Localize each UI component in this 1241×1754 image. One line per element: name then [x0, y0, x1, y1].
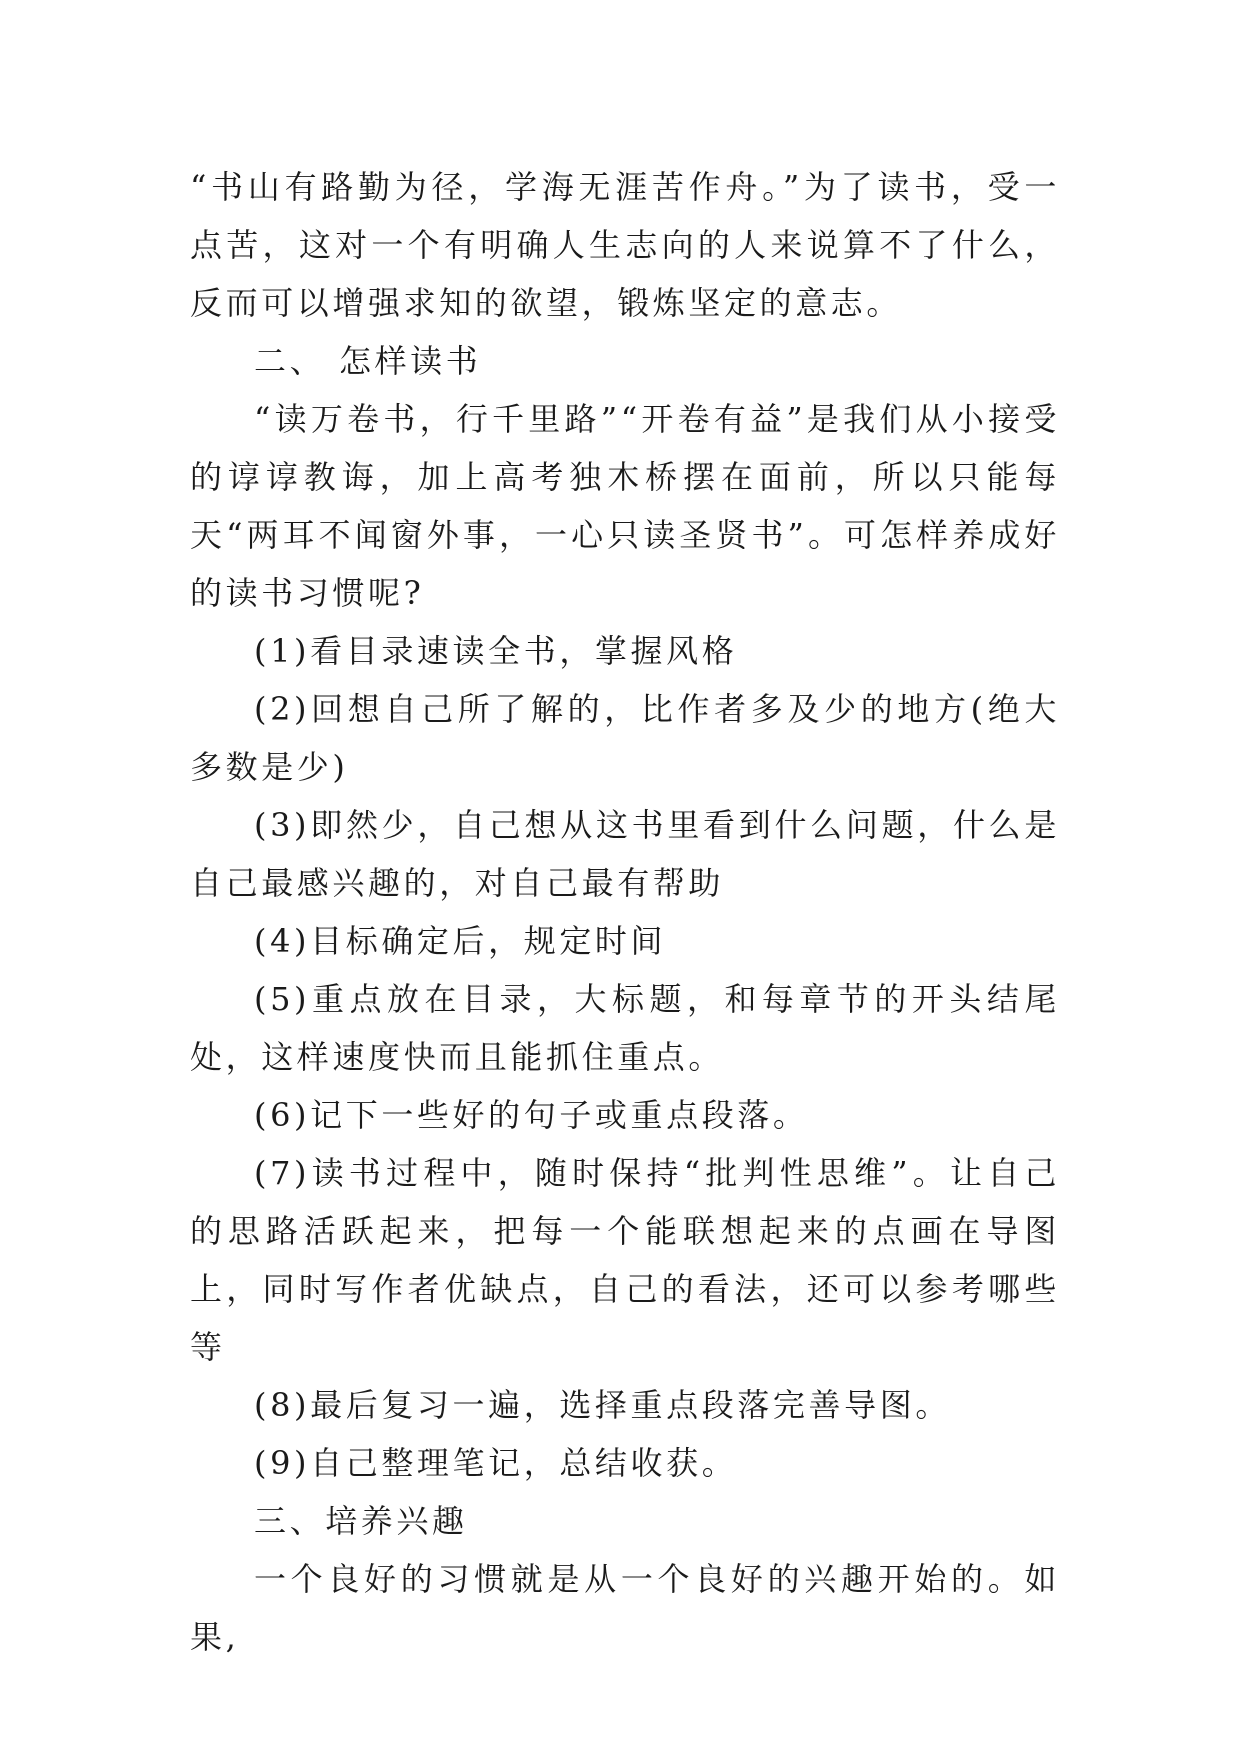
list-item-1: (1)看目录速读全书，掌握风格 [254, 632, 738, 670]
list-item-4: (4)目标确定后，规定时间 [254, 922, 667, 960]
section-heading-interest: 三、培养兴趣 [254, 1502, 468, 1540]
list-item-3: (3)即然少，自己想从这书里看到什么问题，什么是自己最感兴趣的，对自己最有帮助 [190, 806, 1060, 902]
paragraph-intro: “书山有路勤为径，学海无涯苦作舟。”为了读书，受一点苦，这对一个有明确人生志向的人来说算不了什么，反而可以增强求知的欲望，锻炼坚定的意志。 [190, 168, 1060, 322]
paragraph-how-to-read: “读万卷书，行千里路”“开卷有益”是我们从小接受的谆谆教诲，加上高考独木桥摆在面前，所以只能每天“两耳不闻窗外事，一心只读圣贤书”。可怎样养成好的读书习惯呢? [190, 400, 1060, 612]
list-item-2: (2)回想自己所了解的，比作者多及少的地方(绝大多数是少) [190, 690, 1060, 786]
list-item-8: (8)最后复习一遍，选择重点段落完善导图。 [254, 1386, 951, 1424]
list-item-9: (9)自己整理笔记，总结收获。 [254, 1444, 738, 1482]
document-body [190, 158, 1060, 1666]
paragraph-interest: 一个良好的习惯就是从一个良好的兴趣开始的。如果, [190, 1560, 1060, 1656]
list-item-6: (6)记下一些好的句子或重点段落。 [254, 1096, 809, 1134]
list-item-7: (7)读书过程中，随时保持“批判性思维”。让自己的思路活跃起来，把每一个能联想起来的点画在导图上，同时写作者优缺点，自己的看法，还可以参考哪些等 [190, 1154, 1060, 1366]
section-heading-how-to-read: 二、 怎样读书 [254, 342, 482, 380]
list-item-5: (5)重点放在目录，大标题，和每章节的开头结尾处，这样速度快而且能抓住重点。 [190, 980, 1060, 1076]
